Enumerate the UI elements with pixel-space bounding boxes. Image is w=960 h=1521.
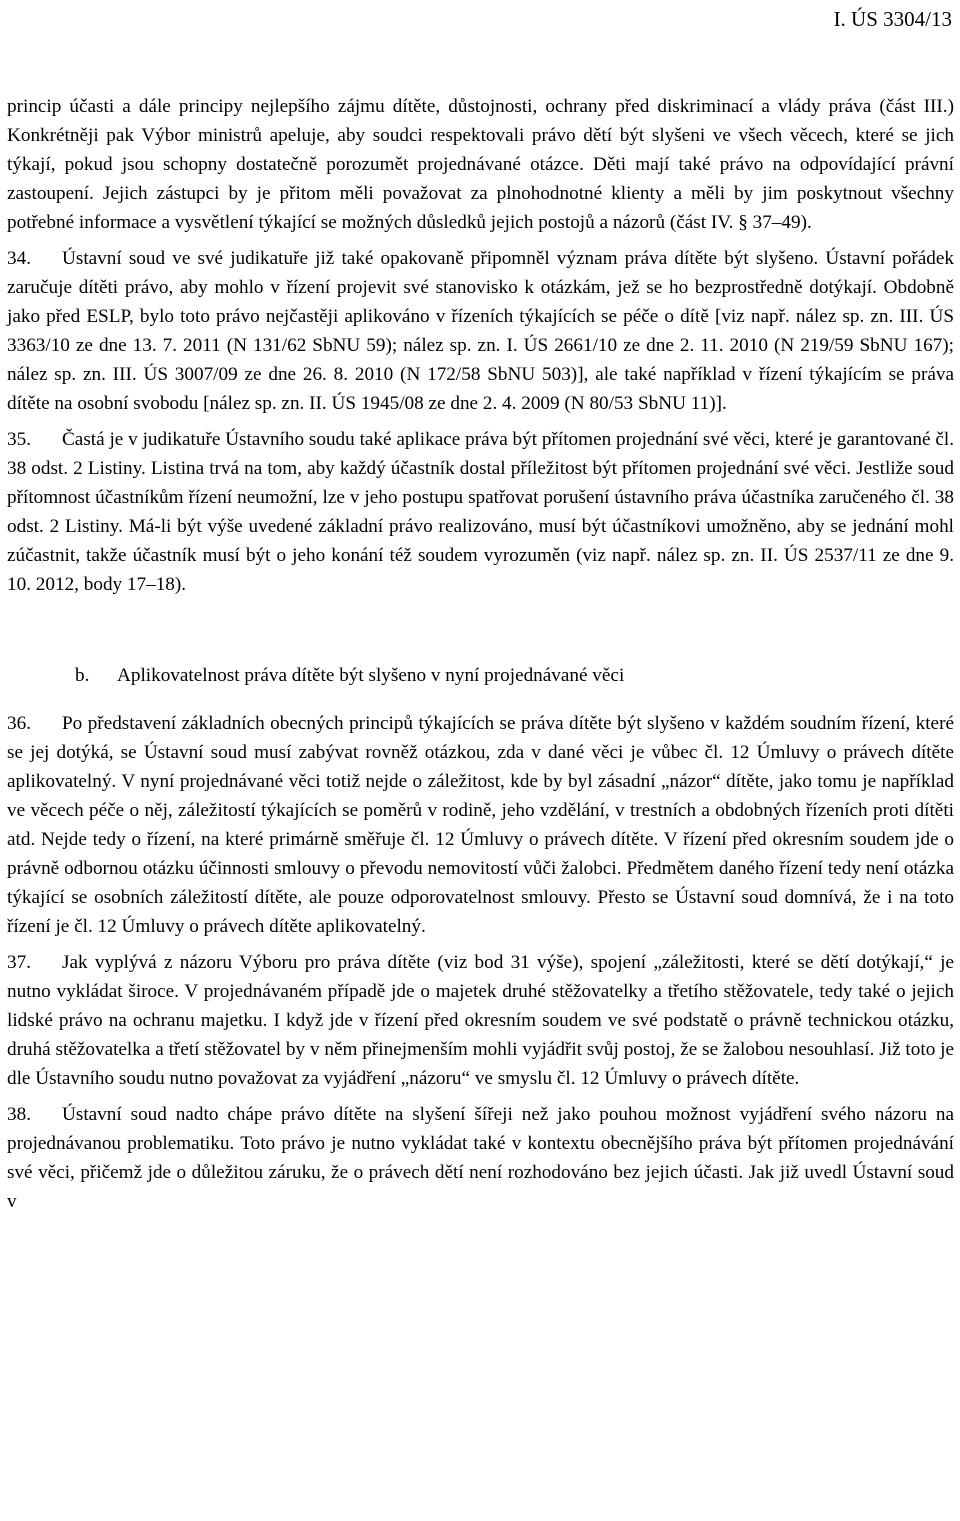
paragraph-text: Ústavní soud nadto chápe právo dítěte na slyšení šířeji než jako pouhou možnost vyjádření svého názoru na projednávanou problematiku. Toto právo je nutno vykládat také v kontextu obecnějšího práva být přítomen projednávání své věci, přičemž jde o důležitou záruku, že o právech dětí není rozhodováno bez jejich účasti. Jak již uvedl Ústavní soud v <box>7 1104 954 1212</box>
paragraph-text: Častá je v judikatuře Ústavního soudu také aplikace práva být přítomen projednání své věci, které je garantované čl. 38 odst. 2 Listiny. Listina trvá na tom, aby každý účastník dostal příležitost být přítomen projednání své věci. Jestliže soud přítomnost účastníkům řízení neumožní, lze v jeho postupu spatřovat porušení ústavního práva účastníka zaručeného čl. 38 odst. 2 Listiny. Má-li být výše uvedené základní právo realizováno, musí být účastníkovi umožněno, aby se jednání mohl zúčastnit, takže účastník musí být o jeho konání též soudem vyrozuměn (viz např. nález sp. zn. II. ÚS 2537/11 ze dne 9. 10. 2012, body 17–18). <box>7 429 954 595</box>
section-title: Aplikovatelnost práva dítěte být slyšeno v nyní projednávané věci <box>117 665 625 686</box>
paragraph-34 <box>7 244 954 418</box>
paragraph-38 <box>7 1100 954 1216</box>
paragraph-text: Ústavní soud ve své judikatuře již také opakovaně připomněl význam práva dítěte být slyšeno. Ústavní pořádek zaručuje dítěti právo, aby mohlo v řízení projevit své stanovisko k otázkám, jež se ho bezprostředně dotýkají. Obdobně jako před ESLP, bylo toto právo nejčastěji aplikováno v řízeních týkajících se péče o dítě [viz např. nález sp. zn. III. ÚS 3363/10 ze dne 13. 7. 2011 (N 131/62 SbNU 59); nález sp. zn. I. ÚS 2661/10 ze dne 2. 11. 2010 (N 219/59 SbNU 167); nález sp. zn. III. ÚS 3007/09 ze dne 26. 8. 2010 (N 172/58 SbNU 503)], ale také například v řízení týkajícím se práva dítěte na osobní svobodu [nález sp. zn. II. ÚS 1945/08 ze dne 2. 4. 2009 (N 80/53 SbNU 11)]. <box>7 248 954 414</box>
paragraph-number: 38. <box>7 1104 31 1125</box>
paragraph-text: Po představení základních obecných principů týkajících se práva dítěte být slyšeno v každém soudním řízení, které se jej dotýká, se Ústavní soud musí zabývat rovněž otázkou, zda v dané věci je vůbec čl. 12 Úmluvy o právech dítěte aplikovatelný. V nyní projednávané věci totiž nejde o záležitost, kde by byl zásadní „názor“ dítěte, jako tomu je například ve věcech péče o něj, záležitostí týkajících se poměrů v rodině, jeho vzdělání, v trestních a obdobných řízeních proti dítěti atd. Nejde tedy o řízení, na které primárně směřuje čl. 12 Úmluvy o právech dítěte. V řízení před okresním soudem jde o právně odbornou otázku účinnosti smlouvy o převodu nemovitostí vůči žalobci. Předmětem daného řízení tedy není otázka týkající se osobních záležitostí dítěte, ale pouze odporovatelnost smlouvy. Přesto se Ústavní soud domnívá, že i na toto řízení je čl. 12 Úmluvy o právech dítěte aplikovatelný. <box>7 713 954 937</box>
paragraph-35 <box>7 425 954 599</box>
paragraph-number: 35. <box>7 429 31 450</box>
paragraph-37 <box>7 948 954 1093</box>
section-letter: b. <box>75 665 90 686</box>
paragraph-text: princip účasti a dále principy nejlepšího zájmu dítěte, důstojnosti, ochrany před diskriminací a vlády práva (část III.) Konkrétněji pak Výbor ministrů apeluje, aby soudci respektovali právo dětí být slyšeni ve všech věcech, které se jich týkají, pokud jsou schopny dostatečně porozumět projednávané otázce. Děti mají také právo na odpovídající právní zastoupení. Jejich zástupci by je přitom měli považovat za plnohodnotné klienty a měli by jim poskytnout všechny potřebné informace a vysvětlení týkající se možných důsledků jejich postojů a názorů (část IV. § 37–49). <box>7 96 954 233</box>
paragraph-36 <box>7 709 954 941</box>
document-body <box>7 92 954 1223</box>
paragraph-number: 37. <box>7 952 31 973</box>
case-number-header: I. ÚS 3304/13 <box>833 7 952 31</box>
section-heading-b <box>7 661 954 690</box>
paragraph-number: 36. <box>7 713 31 734</box>
paragraph-number: 34. <box>7 248 31 269</box>
paragraph-continuation <box>7 92 954 237</box>
paragraph-text: Jak vyplývá z názoru Výboru pro práva dítěte (viz bod 31 výše), spojení „záležitosti, které se dětí dotýkají,“ je nutno vykládat široce. V projednávaném případě jde o majetek druhé stěžovatelky a třetího stěžovatele, tedy také o jejich lidské právo na ochranu majetku. I když jde v řízení před okresním soudem ve své podstatě o právně technickou otázku, druhá stěžovatelka a třetí stěžovatel by v něm přinejmenším mohli vyjádřit svůj postoj, že se žalobou nesouhlasí. Již toto je dle Ústavního soudu nutno považovat za vyjádření „názoru“ ve smyslu čl. 12 Úmluvy o právech dítěte. <box>7 952 954 1089</box>
